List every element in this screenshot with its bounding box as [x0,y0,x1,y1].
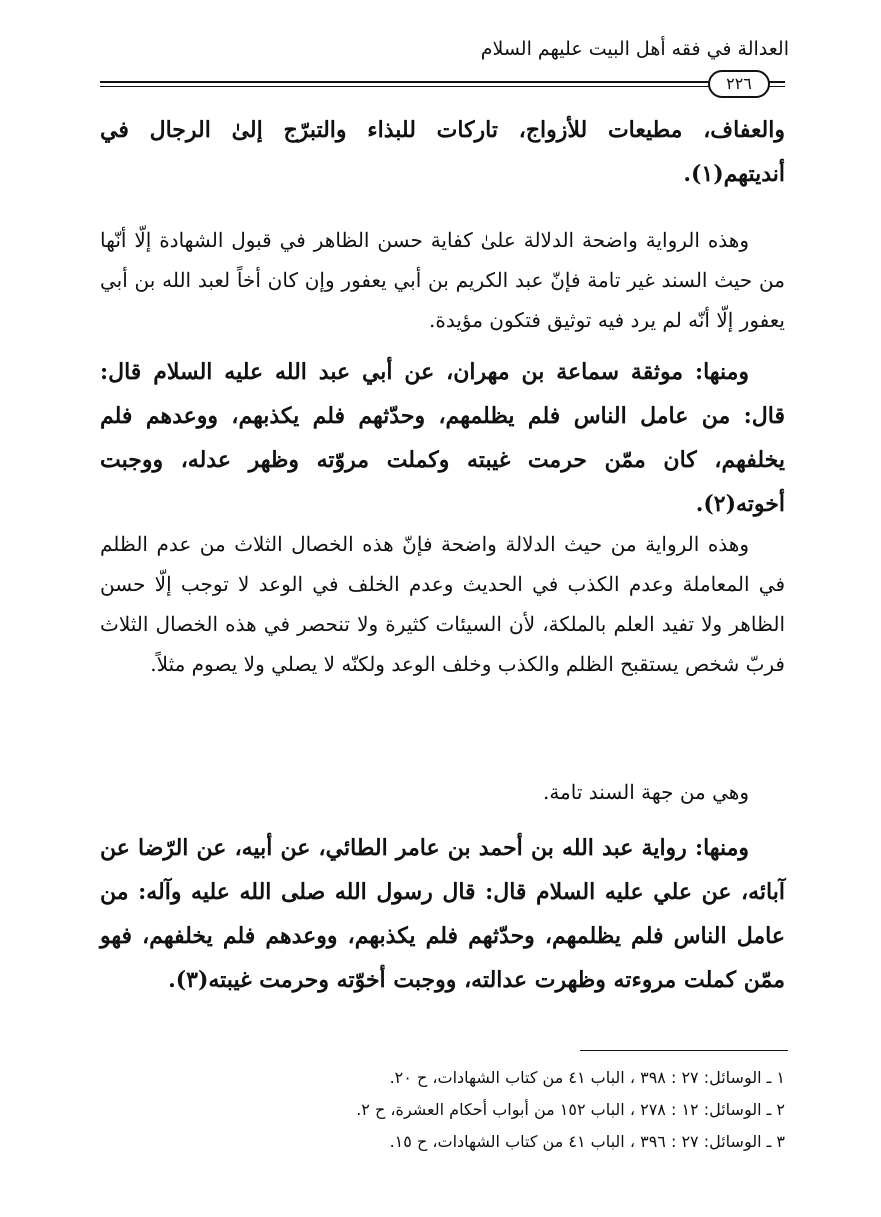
footnote-3: ٣ ـ الوسائل: ٢٧ : ٣٩٦ ، الباب ٤١ من كتاب الشهادات، ح ١٥. [389,1132,785,1151]
footnote-separator [580,1050,788,1051]
page-number: ٢٢٦ [708,70,770,98]
paragraph-1: والعفاف، مطيعات للأزواج، تاركات للبذاء والتبرّج إلىٰ الرجال في أنديتهم(١). [100,117,785,187]
header-rule [100,81,785,83]
paragraph-4: وهذه الرواية من حيث الدلالة واضحة فإنّ هذه الخصال الثلاث من عدم الظلم في المعاملة وعدم الكذب في الحديث وعدم الخلف في الوعد لا توجب إلّا حسن الظاهر ولا تفيد العلم بالملكة، لأن السيئات كثيرة ولا تنحصر في هذه الخصال الثلاث فربّ شخص يستقبح الظلم والكذب وخلف الوعد ولكنّه لا يصلي ولا يصوم مثلاً. [100,532,785,676]
paragraph-6: ومنها: رواية عبد الله بن أحمد بن عامر الطائي، عن أبيه، عن الرّضا عن آبائه، عن علي عليه السلام قال: قال رسول الله صلى الله عليه وآله: من عامل الناس فلم يظلمهم، وحدّثهم فلم يكذبهم، ووعدهم فلم يخلفهم، فهو ممّن كملت مروءته وظهرت عدالته، ووجبت أخوّته وحرمت غيبته(٣). [100,835,785,993]
paragraph-3: ومنها: موثقة سماعة بن مهران، عن أبي عبد الله عليه السلام قال: قال: من عامل الناس فلم يظلمهم، وحدّثهم فلم يكذبهم، ووعدهم فلم يخلفهم، كان ممّن حرمت غيبته وكملت مروّته وظهر عدله، ووجبت أخوته(٢). [100,359,785,517]
footnotes [165,1062,785,1158]
paragraph-5: وهي من جهة السند تامة. [542,780,749,804]
footnote-2: ٢ ـ الوسائل: ١٢ : ٢٧٨ ، الباب ١٥٢ من أبواب أحكام العشرة، ح ٢. [356,1100,785,1119]
header-rule-thin [100,86,785,87]
footnote-1: ١ ـ الوسائل: ٢٧ : ٣٩٨ ، الباب ٤١ من كتاب الشهادات، ح ٢٠. [389,1068,785,1087]
paragraph-2: وهذه الرواية واضحة الدلالة علىٰ كفاية حسن الظاهر في قبول الشهادة إلّا أنّها من حيث السند غير تامة فإنّ عبد الكريم بن أبي يعفور وإن كان أخاً لعبد الله بن أبي يعفور إلّا أنّه لم يرد فيه توثيق فتكون مؤيدة. [100,228,785,332]
running-head-title: العدالة في فقه أهل البيت عليهم السلام [480,38,789,60]
